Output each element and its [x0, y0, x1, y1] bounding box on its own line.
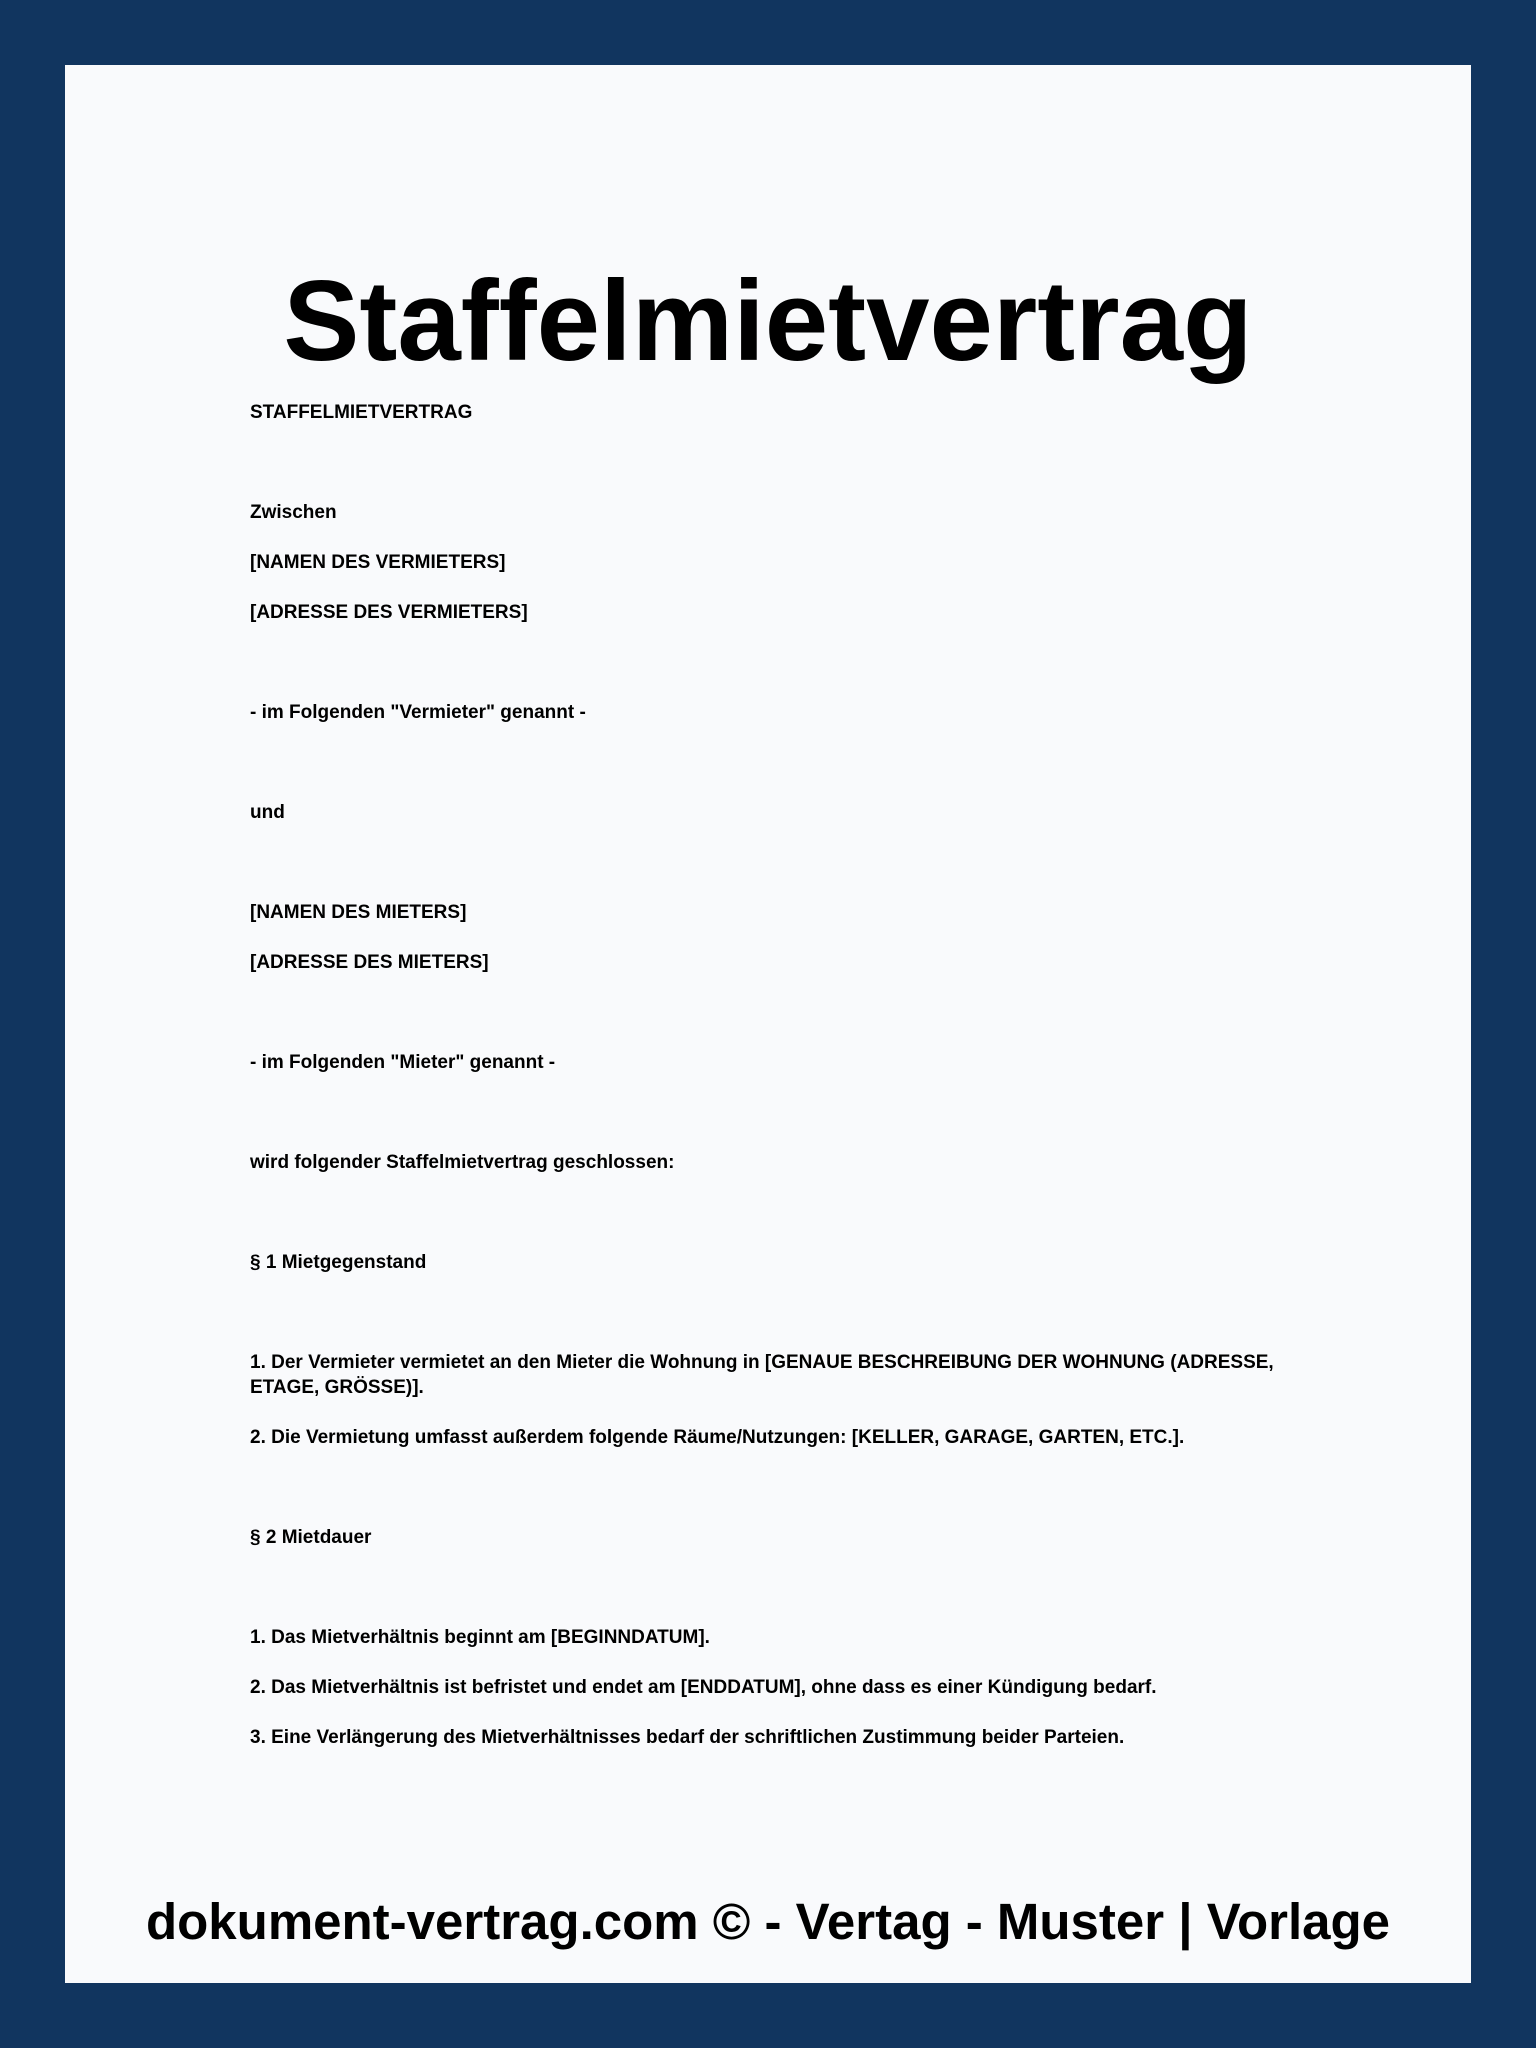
tenant-address: [ADRESSE DES MIETERS]: [250, 952, 489, 973]
between-label: Zwischen: [250, 502, 337, 523]
tenant-designation: - im Folgenden "Mieter" genannt -: [250, 1052, 556, 1073]
document-page: [65, 65, 1471, 1983]
section-item: 1. Das Mietverhältnis beginnt am [BEGINNDATUM].: [250, 1627, 710, 1648]
section-item: 1. Der Vermieter vermietet an den Mieter die Wohnung in [GENAUE BESCHREIBUNG DER WOHNUNG (ADRESSE, ETAGE, GRÖSSE)].: [250, 1352, 1274, 1398]
footer-watermark: dokument-vertrag.com © - Vertag - Muster | Vorlage: [146, 1893, 1390, 1950]
section-heading: § 2 Mietdauer: [250, 1527, 372, 1548]
landlord-address: [ADRESSE DES VERMIETERS]: [250, 602, 528, 623]
and-label: und: [250, 802, 285, 823]
document-title: Staffelmietvertrag: [283, 258, 1253, 385]
landlord-name: [NAMEN DES VERMIETERS]: [250, 552, 506, 573]
section-item: 2. Das Mietverhältnis ist befristet und endet am [ENDDATUM], ohne dass es einer Kündigung bedarf.: [250, 1677, 1157, 1698]
section-item: 3. Eine Verlängerung des Mietverhältnisses bedarf der schriftlichen Zustimmung beider Parteien.: [250, 1727, 1125, 1748]
contract-intro: wird folgender Staffelmietvertrag geschlossen:: [250, 1152, 675, 1173]
tenant-name: [NAMEN DES MIETERS]: [250, 902, 467, 923]
landlord-designation: - im Folgenden "Vermieter" genannt -: [250, 702, 586, 723]
section-heading: § 1 Mietgegenstand: [250, 1252, 427, 1273]
contract-heading: STAFFELMIETVERTRAG: [250, 402, 473, 423]
section-item: 2. Die Vermietung umfasst außerdem folgende Räume/Nutzungen: [KELLER, GARAGE, GARTEN, ETC.].: [250, 1427, 1185, 1448]
